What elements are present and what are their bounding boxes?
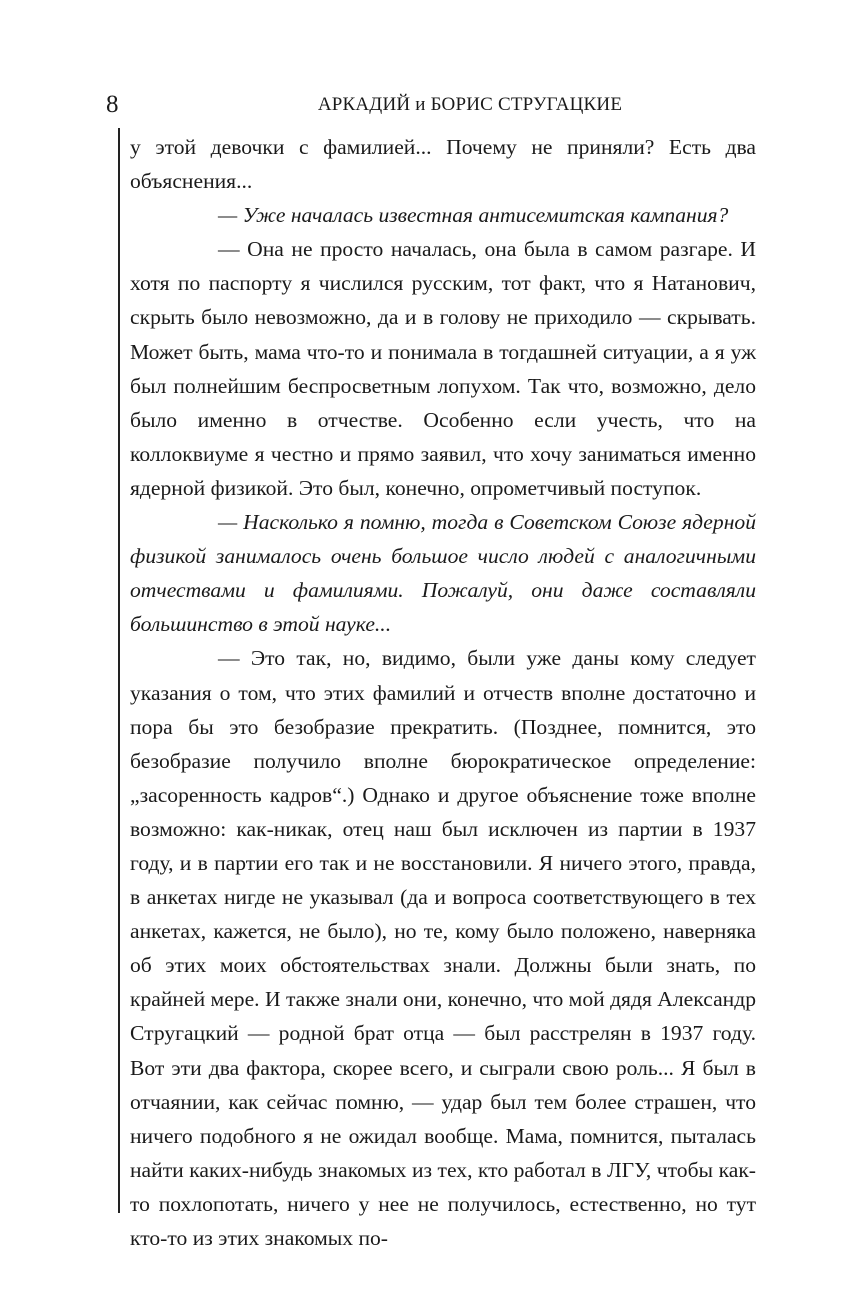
interviewer-question: — Насколько я помню, тогда в Советском Союзе ядерной физикой занималось очень большое число людей с аналогичными отчествами и фамилиями. Пожалуй, они даже составляли большинство в этой науке... [130, 510, 756, 637]
interviewer-question: — Уже началась известная антисемитская кампания? [218, 203, 729, 228]
answer-paragraph: — Она не просто началась, она была в самом разгаре. И хотя по паспорту я числился русским, тот факт, что я Натанович, скрыть было невозможно, да и в голову не приходило — скрывать. Может быть, мама что-то и понимала в тогдашней ситуации, а я уж был полнейшим беспросветным лопухом. Так что, возможно, дело было именно в отчестве. Особенно если учесть, что на коллоквиуме я честно и прямо заявил, что хочу заниматься именно ядерной физикой. Это был, конечно, опрометчивый поступок. [130, 237, 756, 500]
body-text [130, 130, 756, 1255]
margin-rule [118, 128, 120, 1213]
answer-paragraph: — Это так, но, видимо, были уже даны кому следует указания о том, что этих фамилий и отчеств вполне достаточно и пора бы это безобразие прекратить. (Позднее, помнится, это безобразие получило вполне бюрократическое определение: „засоренность кадров“.) Однако и другое объяснение тоже вполне возможно: как-никак, отец наш был исключен из партии в 1937 году, и в партии его так и не восстановили. Я ничего этого, правда, в анкетах нигде не указывал (да и вопроса соответствующего в тех анкетах, кажется, не было), но те, кому было положено, наверняка об этих моих обстоятельствах знали. Должны были знать, по крайней мере. И также знали они, конечно, что мой дядя Александр Стругацкий — родной брат отца — был расстрелян в 1937 году. Вот эти два фактора, скорее всего, и сыграли свою роль... Я был в отчаянии, как сейчас помню, — удар был тем более страшен, что ничего подобного я не ожидал вообще. Мама, помнится, пыталась найти каких-нибудь знакомых из тех, кто работал в ЛГУ, чтобы как-то похлопотать, ничего у нее не получилось, естественно, но тут кто-то из этих знакомых по- [130, 646, 756, 1250]
page-number: 8 [106, 91, 119, 118]
running-title: АРКАДИЙ и БОРИС СТРУГАЦКИЕ [317, 94, 623, 115]
paragraph-continued: у этой девочки с фамилией... Почему не приняли? Есть два объяснения... [130, 135, 756, 194]
